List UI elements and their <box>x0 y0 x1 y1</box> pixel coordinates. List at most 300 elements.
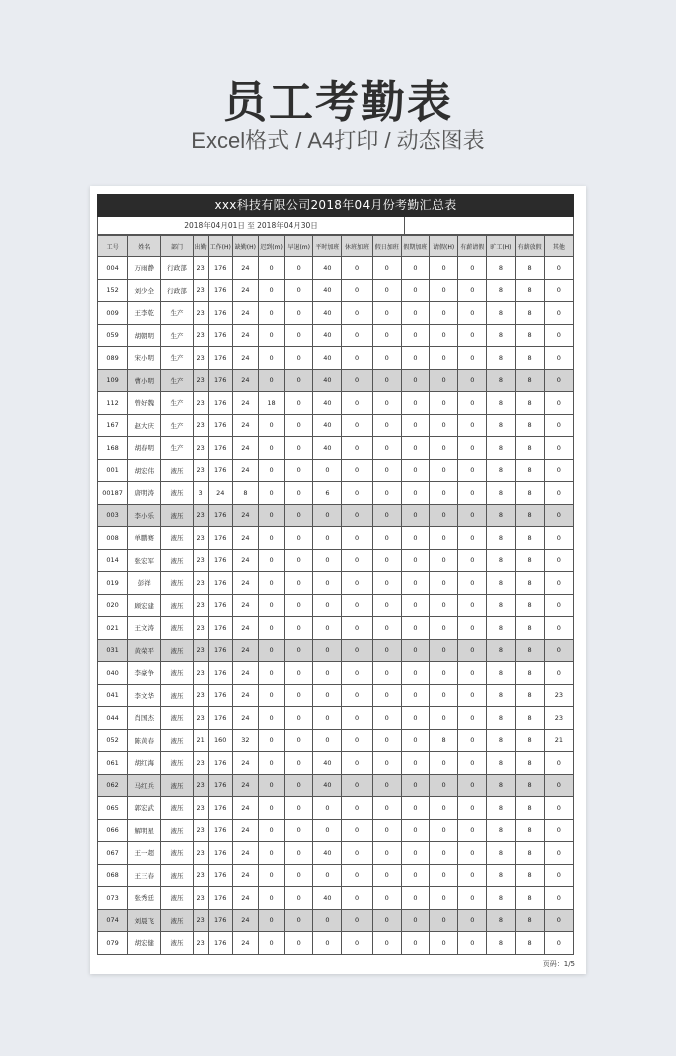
table-cell[interactable]: 0 <box>285 504 313 527</box>
table-cell[interactable]: 0 <box>544 324 573 347</box>
table-cell[interactable]: 24 <box>232 752 258 775</box>
table-cell[interactable]: 0 <box>458 459 487 482</box>
table-cell[interactable]: 液压 <box>161 572 193 595</box>
table-cell[interactable]: 0 <box>544 257 573 280</box>
table-cell[interactable]: 0 <box>458 819 487 842</box>
table-cell[interactable]: 0 <box>258 887 284 910</box>
table-cell[interactable]: 0 <box>401 594 429 617</box>
table-cell[interactable]: 0 <box>430 887 458 910</box>
table-cell[interactable]: 胡朝明 <box>128 324 161 347</box>
table-cell[interactable]: 176 <box>208 279 232 302</box>
table-cell[interactable]: 8 <box>487 527 515 550</box>
table-cell[interactable]: 176 <box>208 887 232 910</box>
table-cell[interactable]: 0 <box>372 729 401 752</box>
table-cell[interactable]: 生产 <box>161 437 193 460</box>
table-cell[interactable]: 176 <box>208 594 232 617</box>
table-cell[interactable]: 黄荣平 <box>128 639 161 662</box>
table-cell[interactable]: 40 <box>313 302 342 325</box>
table-cell[interactable]: 052 <box>98 729 128 752</box>
table-cell[interactable]: 23 <box>193 932 208 955</box>
table-cell[interactable]: 40 <box>313 437 342 460</box>
table-cell[interactable]: 8 <box>515 482 544 505</box>
table-cell[interactable]: 0 <box>372 684 401 707</box>
table-cell[interactable]: 0 <box>372 887 401 910</box>
table-cell[interactable]: 0 <box>544 887 573 910</box>
table-cell[interactable]: 0 <box>430 819 458 842</box>
table-cell[interactable]: 0 <box>458 302 487 325</box>
table-cell[interactable]: 0 <box>458 842 487 865</box>
table-cell[interactable]: 0 <box>342 437 372 460</box>
table-cell[interactable]: 液压 <box>161 707 193 730</box>
table-cell[interactable]: 23 <box>193 797 208 820</box>
table-cell[interactable]: 23 <box>193 302 208 325</box>
table-cell[interactable]: 23 <box>193 257 208 280</box>
table-cell[interactable]: 生产 <box>161 302 193 325</box>
table-cell[interactable]: 0 <box>285 662 313 685</box>
table-cell[interactable]: 24 <box>232 414 258 437</box>
table-cell[interactable]: 0 <box>544 864 573 887</box>
table-cell[interactable]: 176 <box>208 864 232 887</box>
table-cell[interactable]: 23 <box>193 459 208 482</box>
table-cell[interactable]: 0 <box>401 482 429 505</box>
table-cell[interactable]: 0 <box>401 617 429 640</box>
table-cell[interactable]: 0 <box>313 617 342 640</box>
table-cell[interactable]: 24 <box>232 437 258 460</box>
table-cell[interactable]: 8 <box>515 437 544 460</box>
table-cell[interactable]: 8 <box>487 707 515 730</box>
table-cell[interactable]: 胡红海 <box>128 752 161 775</box>
table-cell[interactable]: 0 <box>544 369 573 392</box>
table-cell[interactable]: 0 <box>342 527 372 550</box>
table-cell[interactable]: 21 <box>544 729 573 752</box>
table-cell[interactable]: 0 <box>342 279 372 302</box>
table-cell[interactable]: 6 <box>313 482 342 505</box>
table-cell[interactable]: 23 <box>193 369 208 392</box>
table-cell[interactable]: 23 <box>193 639 208 662</box>
table-cell[interactable]: 014 <box>98 549 128 572</box>
table-cell[interactable]: 0 <box>372 347 401 370</box>
table-cell[interactable]: 0 <box>401 572 429 595</box>
table-cell[interactable]: 176 <box>208 752 232 775</box>
table-cell[interactable]: 23 <box>193 842 208 865</box>
table-cell[interactable]: 0 <box>342 482 372 505</box>
table-cell[interactable]: 0 <box>258 257 284 280</box>
table-cell[interactable]: 0 <box>430 864 458 887</box>
table-cell[interactable]: 0 <box>458 414 487 437</box>
table-cell[interactable]: 张秀廷 <box>128 887 161 910</box>
table-cell[interactable]: 0 <box>430 504 458 527</box>
table-cell[interactable]: 顾宏建 <box>128 594 161 617</box>
table-cell[interactable]: 40 <box>313 887 342 910</box>
table-cell[interactable]: 0 <box>401 347 429 370</box>
table-cell[interactable]: 生产 <box>161 347 193 370</box>
table-cell[interactable]: 40 <box>313 842 342 865</box>
table-cell[interactable]: 0 <box>258 639 284 662</box>
table-cell[interactable]: 0 <box>401 932 429 955</box>
table-cell[interactable]: 0 <box>458 504 487 527</box>
table-cell[interactable]: 0 <box>285 639 313 662</box>
table-cell[interactable]: 176 <box>208 639 232 662</box>
table-cell[interactable]: 8 <box>487 797 515 820</box>
table-cell[interactable]: 176 <box>208 819 232 842</box>
table-cell[interactable]: 0 <box>258 324 284 347</box>
table-cell[interactable]: 23 <box>193 594 208 617</box>
table-cell[interactable]: 0 <box>372 549 401 572</box>
table-cell[interactable]: 8 <box>487 437 515 460</box>
table-cell[interactable]: 液压 <box>161 482 193 505</box>
table-cell[interactable]: 0 <box>430 414 458 437</box>
table-cell[interactable]: 0 <box>285 842 313 865</box>
table-cell[interactable]: 0 <box>258 932 284 955</box>
table-cell[interactable]: 23 <box>193 549 208 572</box>
table-cell[interactable]: 李小乐 <box>128 504 161 527</box>
table-cell[interactable]: 张宏军 <box>128 549 161 572</box>
table-cell[interactable]: 0 <box>313 707 342 730</box>
table-cell[interactable]: 0 <box>258 302 284 325</box>
table-cell[interactable]: 8 <box>515 459 544 482</box>
table-cell[interactable]: 24 <box>208 482 232 505</box>
table-cell[interactable]: 40 <box>313 774 342 797</box>
table-cell[interactable]: 24 <box>232 324 258 347</box>
table-cell[interactable]: 0 <box>430 797 458 820</box>
table-cell[interactable]: 0 <box>430 369 458 392</box>
table-cell[interactable]: 0 <box>285 864 313 887</box>
table-cell[interactable]: 0 <box>372 572 401 595</box>
table-cell[interactable]: 0 <box>258 819 284 842</box>
table-cell[interactable]: 8 <box>487 549 515 572</box>
table-cell[interactable]: 8 <box>487 617 515 640</box>
table-cell[interactable]: 0 <box>285 549 313 572</box>
table-cell[interactable]: 0 <box>458 594 487 617</box>
table-cell[interactable]: 液压 <box>161 864 193 887</box>
table-cell[interactable]: 065 <box>98 797 128 820</box>
table-cell[interactable]: 0 <box>372 932 401 955</box>
table-cell[interactable]: 0 <box>544 909 573 932</box>
table-cell[interactable]: 176 <box>208 414 232 437</box>
table-cell[interactable]: 0 <box>401 549 429 572</box>
table-cell[interactable]: 0 <box>544 639 573 662</box>
table-cell[interactable]: 041 <box>98 684 128 707</box>
table-cell[interactable]: 0 <box>372 257 401 280</box>
table-cell[interactable]: 176 <box>208 909 232 932</box>
table-cell[interactable]: 0 <box>544 414 573 437</box>
table-cell[interactable]: 0 <box>458 369 487 392</box>
table-cell[interactable]: 宋小明 <box>128 347 161 370</box>
table-cell[interactable]: 23 <box>193 864 208 887</box>
table-cell[interactable]: 0 <box>313 572 342 595</box>
table-cell[interactable]: 0 <box>258 617 284 640</box>
table-cell[interactable]: 8 <box>515 572 544 595</box>
table-cell[interactable]: 40 <box>313 369 342 392</box>
table-cell[interactable]: 24 <box>232 302 258 325</box>
table-cell[interactable]: 李豪争 <box>128 662 161 685</box>
table-cell[interactable]: 0 <box>430 774 458 797</box>
table-cell[interactable]: 24 <box>232 617 258 640</box>
table-cell[interactable]: 0 <box>342 729 372 752</box>
table-cell[interactable]: 液压 <box>161 842 193 865</box>
table-cell[interactable]: 0 <box>285 752 313 775</box>
table-cell[interactable]: 0 <box>285 572 313 595</box>
table-cell[interactable]: 液压 <box>161 909 193 932</box>
table-cell[interactable]: 24 <box>232 392 258 415</box>
table-cell[interactable]: 0 <box>285 617 313 640</box>
table-cell[interactable]: 0 <box>285 482 313 505</box>
table-cell[interactable]: 0 <box>342 594 372 617</box>
table-cell[interactable]: 8 <box>515 504 544 527</box>
table-cell[interactable]: 0 <box>372 864 401 887</box>
table-cell[interactable]: 0 <box>285 257 313 280</box>
table-cell[interactable]: 0 <box>372 369 401 392</box>
table-cell[interactable]: 8 <box>487 482 515 505</box>
table-cell[interactable]: 王一超 <box>128 842 161 865</box>
table-cell[interactable]: 解明星 <box>128 819 161 842</box>
table-cell[interactable]: 40 <box>313 752 342 775</box>
table-cell[interactable]: 0 <box>401 729 429 752</box>
table-cell[interactable]: 073 <box>98 887 128 910</box>
table-cell[interactable]: 0 <box>458 909 487 932</box>
table-cell[interactable]: 0 <box>313 932 342 955</box>
table-cell[interactable]: 0 <box>430 572 458 595</box>
table-cell[interactable]: 8 <box>515 887 544 910</box>
table-cell[interactable]: 176 <box>208 347 232 370</box>
table-cell[interactable]: 8 <box>515 347 544 370</box>
table-cell[interactable]: 176 <box>208 842 232 865</box>
table-cell[interactable]: 8 <box>515 729 544 752</box>
table-cell[interactable]: 0 <box>458 684 487 707</box>
table-cell[interactable]: 生产 <box>161 392 193 415</box>
table-cell[interactable]: 0 <box>342 842 372 865</box>
table-cell[interactable]: 23 <box>193 414 208 437</box>
table-cell[interactable]: 0 <box>342 797 372 820</box>
table-cell[interactable]: 8 <box>487 257 515 280</box>
table-cell[interactable]: 8 <box>515 797 544 820</box>
table-cell[interactable]: 0 <box>544 842 573 865</box>
table-cell[interactable]: 0 <box>401 504 429 527</box>
table-cell[interactable]: 0 <box>401 437 429 460</box>
table-cell[interactable]: 176 <box>208 572 232 595</box>
table-cell[interactable]: 0 <box>258 279 284 302</box>
table-cell[interactable]: 0 <box>544 459 573 482</box>
table-cell[interactable]: 24 <box>232 347 258 370</box>
table-cell[interactable]: 0 <box>342 707 372 730</box>
table-cell[interactable]: 0 <box>430 684 458 707</box>
table-cell[interactable]: 24 <box>232 932 258 955</box>
table-cell[interactable]: 0 <box>285 527 313 550</box>
table-cell[interactable]: 8 <box>487 347 515 370</box>
table-cell[interactable]: 0 <box>458 932 487 955</box>
table-cell[interactable]: 0 <box>372 909 401 932</box>
table-cell[interactable]: 王李乾 <box>128 302 161 325</box>
table-cell[interactable]: 8 <box>515 369 544 392</box>
table-cell[interactable]: 0 <box>313 864 342 887</box>
table-cell[interactable]: 曾好魏 <box>128 392 161 415</box>
table-cell[interactable]: 0 <box>342 572 372 595</box>
table-cell[interactable]: 040 <box>98 662 128 685</box>
table-cell[interactable]: 0 <box>342 459 372 482</box>
table-cell[interactable]: 0 <box>258 774 284 797</box>
table-cell[interactable]: 021 <box>98 617 128 640</box>
table-cell[interactable]: 8 <box>515 932 544 955</box>
table-cell[interactable]: 陈黄春 <box>128 729 161 752</box>
table-cell[interactable]: 0 <box>342 302 372 325</box>
table-cell[interactable]: 液压 <box>161 504 193 527</box>
table-cell[interactable]: 0 <box>342 347 372 370</box>
table-cell[interactable]: 刘少全 <box>128 279 161 302</box>
table-cell[interactable]: 0 <box>258 684 284 707</box>
table-cell[interactable]: 0 <box>313 459 342 482</box>
table-cell[interactable]: 176 <box>208 549 232 572</box>
table-cell[interactable]: 0 <box>544 774 573 797</box>
table-cell[interactable]: 24 <box>232 504 258 527</box>
table-cell[interactable]: 0 <box>342 369 372 392</box>
table-cell[interactable]: 0 <box>372 752 401 775</box>
table-cell[interactable]: 0 <box>401 662 429 685</box>
table-cell[interactable]: 0 <box>342 504 372 527</box>
table-cell[interactable]: 0 <box>342 549 372 572</box>
table-cell[interactable]: 0 <box>430 617 458 640</box>
table-cell[interactable]: 0 <box>458 279 487 302</box>
table-cell[interactable]: 0 <box>285 459 313 482</box>
table-cell[interactable]: 8 <box>515 414 544 437</box>
table-cell[interactable]: 031 <box>98 639 128 662</box>
table-cell[interactable]: 0 <box>401 639 429 662</box>
table-cell[interactable]: 马红兵 <box>128 774 161 797</box>
table-cell[interactable]: 0 <box>372 774 401 797</box>
table-cell[interactable]: 40 <box>313 279 342 302</box>
table-cell[interactable]: 0 <box>342 752 372 775</box>
table-cell[interactable]: 109 <box>98 369 128 392</box>
table-cell[interactable]: 0 <box>401 909 429 932</box>
table-cell[interactable]: 0 <box>544 549 573 572</box>
table-cell[interactable]: 8 <box>487 729 515 752</box>
table-cell[interactable]: 8 <box>487 887 515 910</box>
table-cell[interactable]: 23 <box>193 707 208 730</box>
table-cell[interactable]: 0 <box>430 842 458 865</box>
table-cell[interactable]: 0 <box>401 369 429 392</box>
table-cell[interactable]: 行政部 <box>161 257 193 280</box>
table-cell[interactable]: 0 <box>372 504 401 527</box>
table-cell[interactable]: 0 <box>342 819 372 842</box>
table-cell[interactable]: 23 <box>193 752 208 775</box>
table-cell[interactable]: 019 <box>98 572 128 595</box>
table-cell[interactable]: 0 <box>372 414 401 437</box>
table-cell[interactable]: 0 <box>285 392 313 415</box>
table-cell[interactable]: 曹小明 <box>128 369 161 392</box>
table-cell[interactable]: 8 <box>487 932 515 955</box>
table-cell[interactable]: 赵大庆 <box>128 414 161 437</box>
table-cell[interactable]: 0 <box>430 932 458 955</box>
table-cell[interactable]: 24 <box>232 684 258 707</box>
table-cell[interactable]: 8 <box>515 594 544 617</box>
table-cell[interactable]: 0 <box>458 729 487 752</box>
table-cell[interactable]: 23 <box>193 504 208 527</box>
table-cell[interactable]: 23 <box>193 684 208 707</box>
table-cell[interactable]: 0 <box>313 819 342 842</box>
table-cell[interactable]: 0 <box>544 437 573 460</box>
table-cell[interactable]: 0 <box>430 639 458 662</box>
table-cell[interactable]: 079 <box>98 932 128 955</box>
table-cell[interactable]: 0 <box>372 662 401 685</box>
table-cell[interactable]: 8 <box>487 594 515 617</box>
table-cell[interactable]: 0 <box>401 459 429 482</box>
table-cell[interactable]: 0 <box>458 774 487 797</box>
table-cell[interactable]: 0 <box>372 707 401 730</box>
table-cell[interactable]: 009 <box>98 302 128 325</box>
table-cell[interactable]: 061 <box>98 752 128 775</box>
table-cell[interactable]: 0 <box>544 347 573 370</box>
table-cell[interactable]: 8 <box>515 324 544 347</box>
table-cell[interactable]: 0 <box>313 504 342 527</box>
table-cell[interactable]: 王文涛 <box>128 617 161 640</box>
table-cell[interactable]: 8 <box>515 302 544 325</box>
table-cell[interactable]: 0 <box>458 549 487 572</box>
table-cell[interactable]: 074 <box>98 909 128 932</box>
table-cell[interactable]: 0 <box>342 932 372 955</box>
table-cell[interactable]: 液压 <box>161 639 193 662</box>
table-cell[interactable]: 066 <box>98 819 128 842</box>
table-cell[interactable]: 液压 <box>161 662 193 685</box>
table-cell[interactable]: 万雨静 <box>128 257 161 280</box>
table-cell[interactable]: 8 <box>487 819 515 842</box>
table-cell[interactable]: 0 <box>458 324 487 347</box>
table-cell[interactable]: 24 <box>232 527 258 550</box>
table-cell[interactable]: 020 <box>98 594 128 617</box>
table-cell[interactable]: 0 <box>401 279 429 302</box>
table-cell[interactable]: 王三春 <box>128 864 161 887</box>
table-cell[interactable]: 唐明涛 <box>128 482 161 505</box>
table-cell[interactable]: 0 <box>430 279 458 302</box>
table-cell[interactable]: 23 <box>544 684 573 707</box>
table-cell[interactable]: 24 <box>232 257 258 280</box>
table-cell[interactable]: 068 <box>98 864 128 887</box>
table-cell[interactable]: 0 <box>401 257 429 280</box>
table-cell[interactable]: 0 <box>544 279 573 302</box>
table-cell[interactable]: 0 <box>430 752 458 775</box>
table-cell[interactable]: 8 <box>487 909 515 932</box>
table-cell[interactable]: 23 <box>193 347 208 370</box>
table-cell[interactable]: 176 <box>208 932 232 955</box>
table-cell[interactable]: 0 <box>313 549 342 572</box>
table-cell[interactable]: 067 <box>98 842 128 865</box>
table-cell[interactable]: 液压 <box>161 459 193 482</box>
table-cell[interactable]: 00187 <box>98 482 128 505</box>
table-cell[interactable]: 8 <box>515 279 544 302</box>
table-cell[interactable]: 0 <box>258 909 284 932</box>
table-cell[interactable]: 0 <box>313 639 342 662</box>
table-cell[interactable]: 0 <box>401 797 429 820</box>
table-cell[interactable]: 23 <box>193 662 208 685</box>
table-cell[interactable]: 167 <box>98 414 128 437</box>
table-cell[interactable]: 液压 <box>161 549 193 572</box>
table-cell[interactable]: 0 <box>342 774 372 797</box>
table-cell[interactable]: 0 <box>372 842 401 865</box>
table-cell[interactable]: 0 <box>285 729 313 752</box>
table-cell[interactable]: 0 <box>258 594 284 617</box>
table-cell[interactable]: 8 <box>487 324 515 347</box>
table-cell[interactable]: 40 <box>313 324 342 347</box>
table-cell[interactable]: 0 <box>258 797 284 820</box>
table-cell[interactable]: 8 <box>515 617 544 640</box>
table-cell[interactable]: 24 <box>232 572 258 595</box>
table-cell[interactable]: 液压 <box>161 527 193 550</box>
table-cell[interactable]: 0 <box>458 662 487 685</box>
table-cell[interactable]: 8 <box>515 707 544 730</box>
table-cell[interactable]: 0 <box>430 594 458 617</box>
table-cell[interactable]: 0 <box>401 774 429 797</box>
table-cell[interactable]: 23 <box>193 887 208 910</box>
table-cell[interactable]: 40 <box>313 257 342 280</box>
table-cell[interactable]: 0 <box>313 662 342 685</box>
